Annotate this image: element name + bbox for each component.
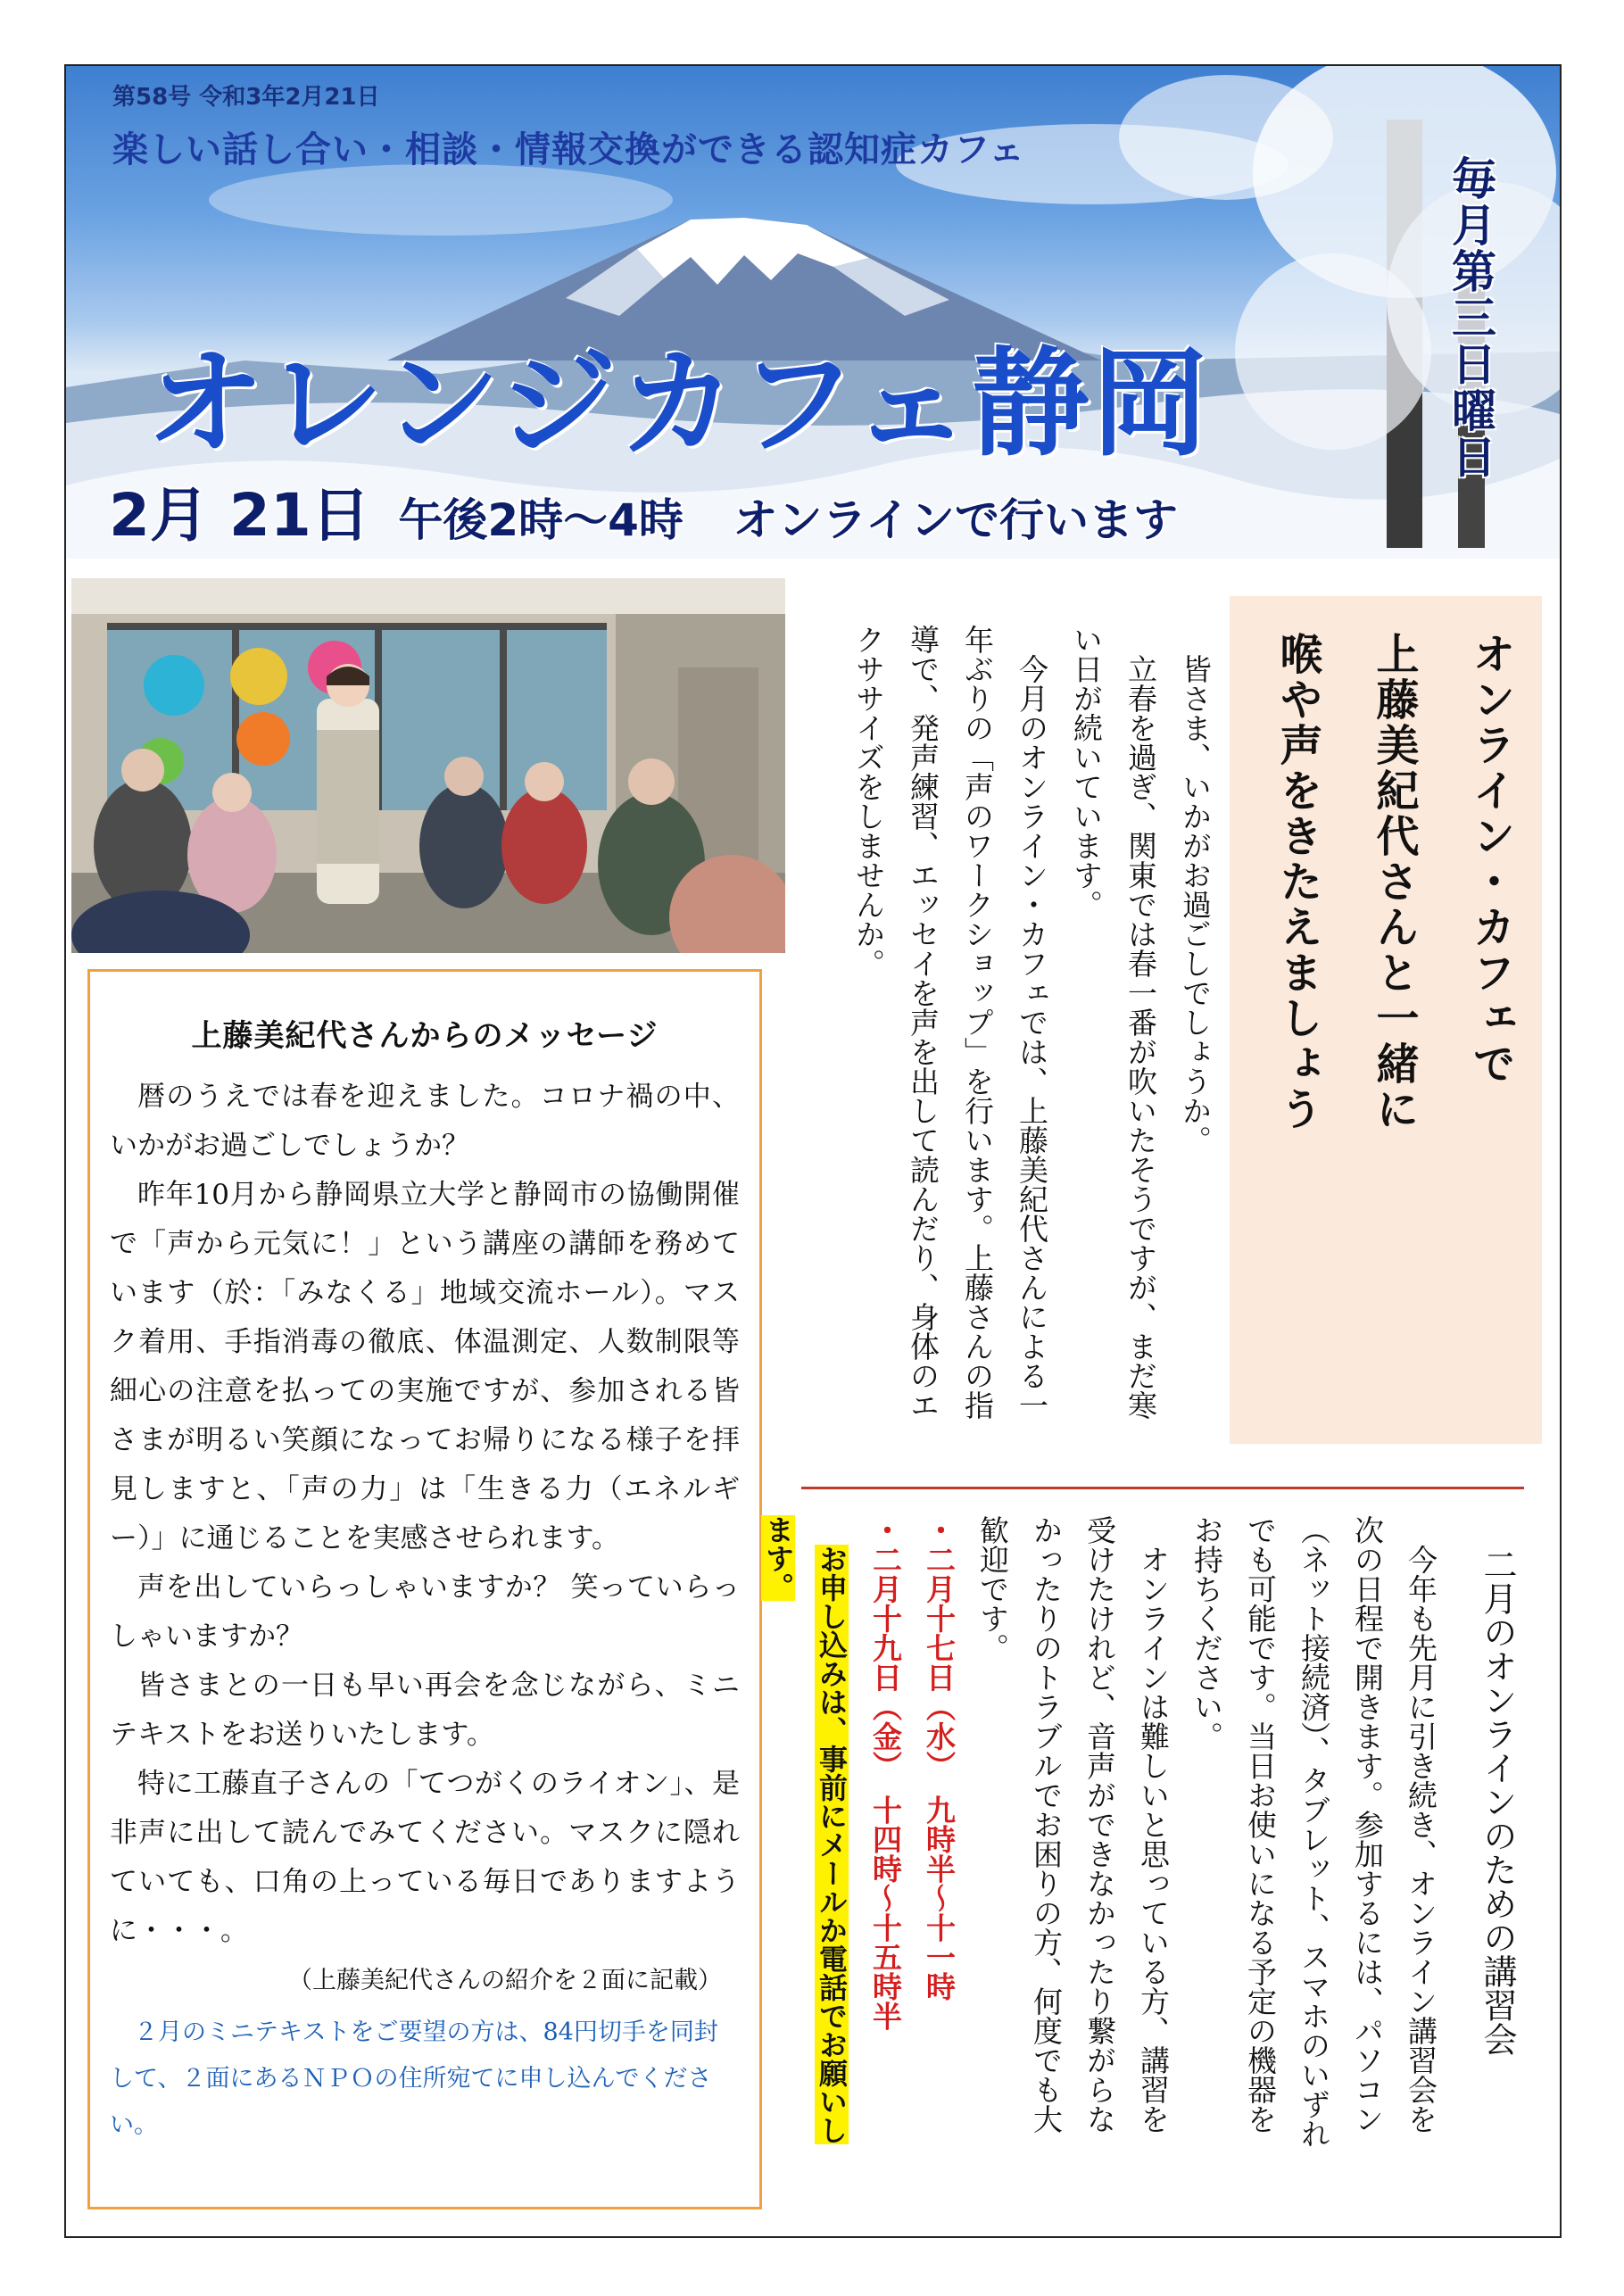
- issue-info: 第58号 令和3年2月21日: [112, 84, 380, 111]
- message-note: （上藤美紀代さんの紹介を２面に記載）: [288, 1967, 722, 1994]
- lecture-section: [761, 1515, 1524, 2158]
- headline-line: 喉や声をきたえましょう: [1272, 632, 1322, 1132]
- intro-text: [785, 625, 1222, 1446]
- intro-paragraph: 立春を過ぎ、関東では春一番が吹いたそうですが、まだ寒い日が続いています。: [1069, 625, 1158, 1420]
- headline: [1249, 632, 1538, 1417]
- mini-text-request-note: ２月のミニテキストをご要望の方は、84円切手を同封して、２面にあるＮＰＯの住所宛てに申し込んでください。: [110, 2018, 718, 2139]
- message-body: [110, 1073, 740, 1956]
- event-format: オンラインで行います: [733, 494, 1178, 546]
- message-paragraph: 暦のうえでは春を迎えました。コロナ禍の中、いかがお過ごしでしょうか？: [110, 1081, 740, 1162]
- workshop-photo: [71, 578, 785, 953]
- event-date: 2月 21日: [109, 481, 370, 550]
- message-box: [87, 969, 762, 2209]
- section-divider: [801, 1487, 1524, 1489]
- headline-line: 上藤美紀代さんと一緒に: [1369, 632, 1419, 1132]
- lecture-title: 二月のオンラインのための講習会: [1478, 1547, 1517, 2056]
- application-note: お申し込みは、事前にメールか電話でお願いします。: [761, 1515, 849, 2144]
- page-title: オレンジカフェ静岡: [146, 336, 1211, 473]
- lecture-date: ・二月十七日（水） 九時半～十一時: [922, 1515, 957, 2002]
- monthly-schedule: 毎月第三日曜日: [1445, 155, 1496, 480]
- intro-paragraph: 今月のオンライン・カフェでは、上藤美紀代さんによる一年ぶりの「声のワークショップ」を行います。上藤さんの指導で、発声練習、エッセイを声を出して読んだり、身体のエクササイズをしませんか。: [851, 625, 1049, 1420]
- lecture-date: ・二月十九日（金） 十四時～十五時半: [868, 1515, 903, 2031]
- intro-paragraph: 皆さま、いかがお過ごしでしょうか。: [1178, 654, 1213, 1155]
- event-time: 午後2時～4時: [398, 494, 684, 546]
- event-dateline: [109, 468, 1178, 552]
- message-paragraph: 昨年10月から静岡県立大学と静岡市の協働開催で「声から元気に！」という講座の講師を務めています（於：「みなくる」地域交流ホール）。マスク着用、手指消毒の徹底、体温測定、人数制限等細心の注意を払っての実施ですが、参加される皆さまが明るい笑顔になってお帰りになる様子を拝見しますと、「声の力」は「生きる力（エネルギー）」に通じることを実感させられます。: [110, 1179, 740, 1554]
- workshop-scene-image: [71, 578, 785, 953]
- message-paragraph: 声を出していらっしゃいますか？ 笑っていらっしゃいますか？: [110, 1571, 740, 1653]
- lecture-paragraph: 今年も先月に引き続き、オンライン講習会を次の日程で開きます。参加するには、パソコン（ネット接続済）、タブレット、スマホのいずれでも可能です。当日お使いになる予定の機器をお持ちください。: [1189, 1515, 1438, 2149]
- lecture-paragraph: オンラインは難しいと思っている方、講習を受けたけれど、音声ができなかったり繋がらなかったりのトラブルでお困りの方、何度でも大歓迎です。: [975, 1515, 1171, 2134]
- message-paragraph: 特に工藤直子さんの「てつがくのライオン」、是非声に出して読んでみてください。マスクに隠れていても、口角の上っている毎日でありますように・・・。: [110, 1768, 740, 1947]
- tagline: 楽しい話し合い・相談・情報交換ができる認知症カフェ: [112, 129, 1025, 170]
- message-title: 上藤美紀代さんからのメッセージ: [191, 1018, 659, 1054]
- headline-box: [1230, 596, 1542, 1444]
- message-paragraph: 皆さまとの一日も早い再会を念じながら、ミニテキストをお送りいたします。: [110, 1670, 740, 1751]
- headline-line: オンライン・カフェで: [1465, 632, 1515, 1087]
- header-banner: [66, 66, 1560, 559]
